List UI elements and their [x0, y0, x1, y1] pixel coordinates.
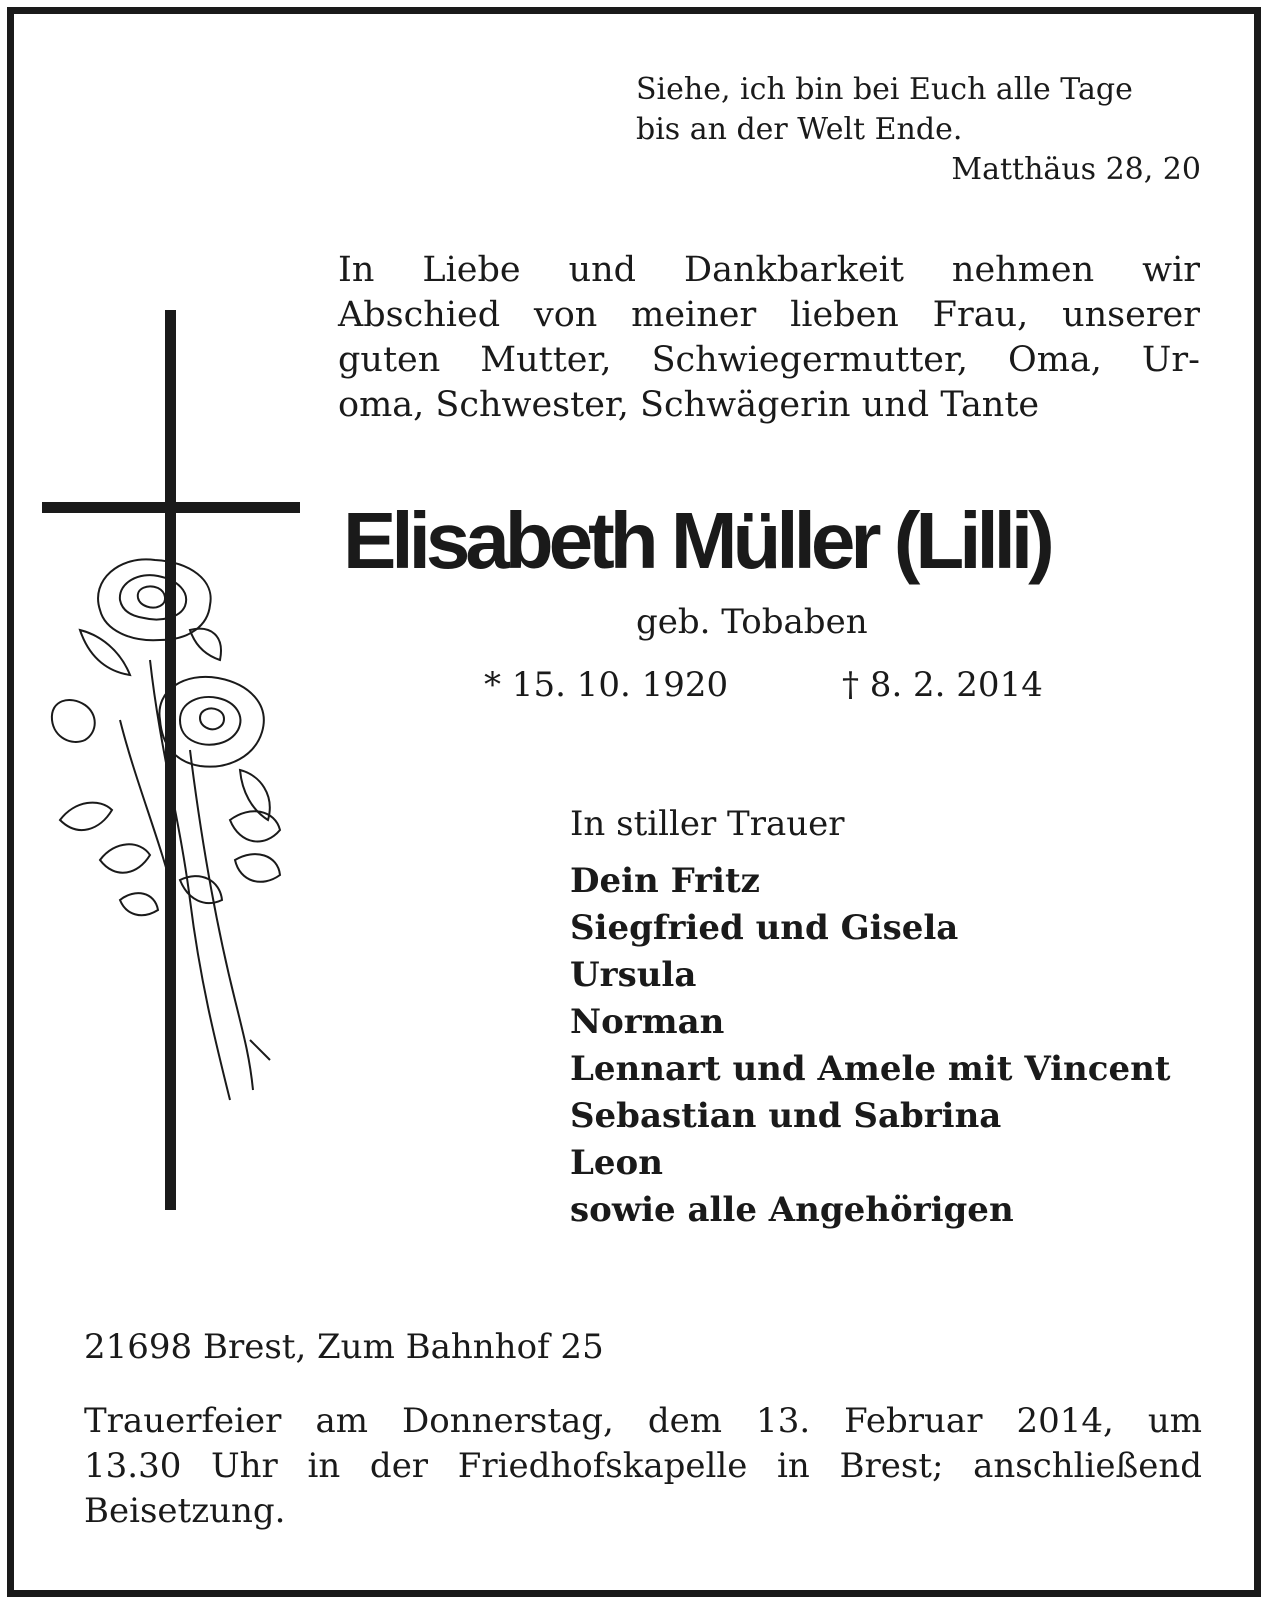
service-info — [84, 1399, 1202, 1534]
verse-reference: Matthäus 28, 20 — [951, 152, 1201, 187]
cross-with-roses-icon — [40, 300, 310, 1220]
mourners-heading: In stiller Trauer — [570, 804, 845, 844]
death-date: † 8. 2. 2014 — [842, 665, 1043, 705]
mourner-name: Leon — [570, 1143, 663, 1183]
deceased-name: Elisabeth Müller (Lilli) — [343, 496, 1050, 585]
mourner-name: Sebastian und Sabrina — [570, 1096, 1002, 1136]
mourner-name: Dein Fritz — [570, 861, 760, 901]
maiden-name: geb. Tobaben — [636, 602, 868, 642]
mourners-list — [570, 858, 1171, 1234]
mourner-name: Siegfried und Gisela — [570, 908, 959, 948]
intro-line: guten Mutter, Schwiegermutter, Oma, Ur- — [338, 340, 1200, 380]
service-line: Trauerfeier am Donnerstag, dem 13. Februar 2014, um — [84, 1401, 1202, 1441]
mourner-name: Norman — [570, 1002, 725, 1042]
service-line: 13.30 Uhr in der Friedhofskapelle in Brest; anschließend — [84, 1446, 1202, 1486]
mourner-name: Ursula — [570, 955, 697, 995]
intro-line: In Liebe und Dankbarkeit nehmen wir — [338, 250, 1200, 290]
service-line: Beisetzung. — [84, 1491, 286, 1531]
address-line: 21698 Brest, Zum Bahnhof 25 — [84, 1327, 604, 1367]
intro-line: oma, Schwester, Schwägerin und Tante — [338, 385, 1040, 425]
mourner-name: sowie alle Angehörigen — [570, 1190, 1014, 1230]
cross-horizontal-beam — [42, 502, 300, 513]
verse-line: Siehe, ich bin bei Euch alle Tage — [636, 72, 1133, 107]
intro-line: Abschied von meiner lieben Frau, unserer — [338, 295, 1200, 335]
cross-vertical-beam — [165, 310, 176, 1210]
intro-text — [338, 248, 1200, 428]
mourner-name: Lennart und Amele mit Vincent — [570, 1049, 1171, 1089]
bible-verse — [636, 70, 1201, 190]
birth-date: * 15. 10. 1920 — [484, 665, 729, 705]
verse-line: bis an der Welt Ende. — [636, 112, 963, 147]
